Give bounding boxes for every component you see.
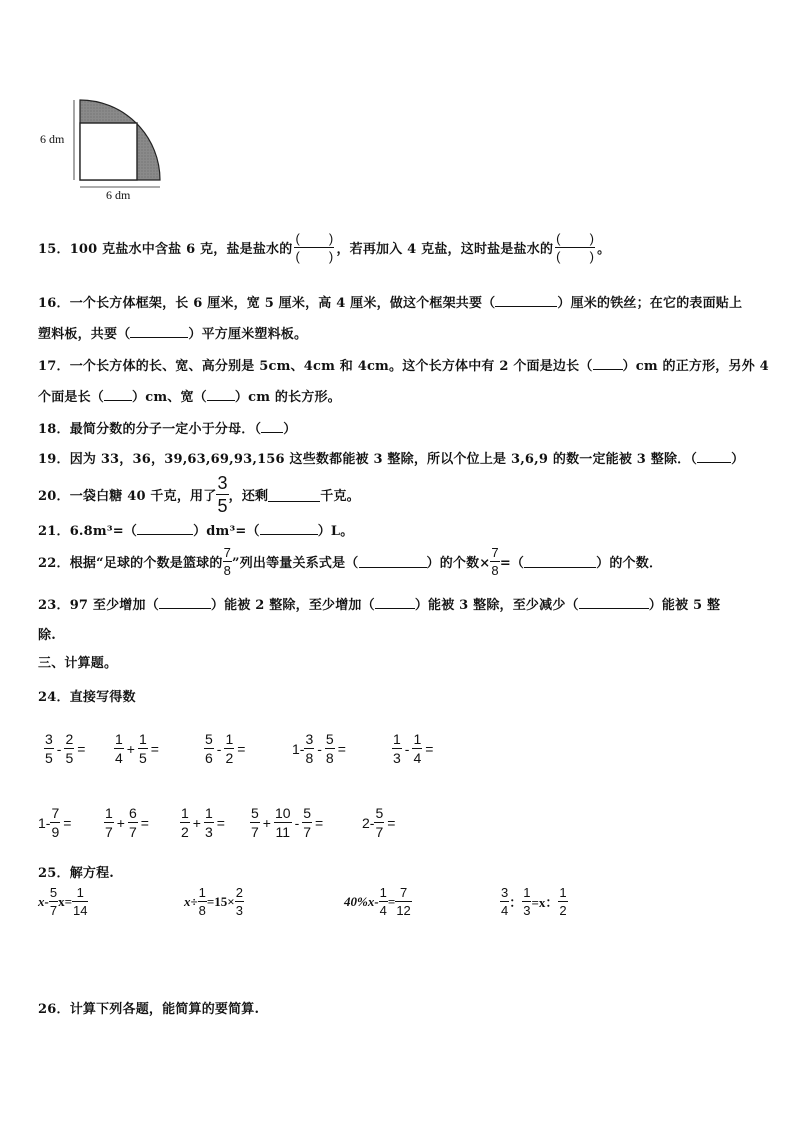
q24-r2-expr-3-frac-1-denominator: 2	[181, 824, 189, 840]
q24-r1-expr-3-frac-2-numerator: 1	[225, 731, 234, 747]
q24-r2-expr-4-frac-3-bar	[302, 822, 312, 823]
q25-equation-4-frac-2-denominator: 3	[523, 903, 531, 918]
q24-r1-expr-3-frac-2-denominator: 2	[225, 750, 234, 766]
q22-fraction-1: $\frac{7}{8}$	[223, 545, 232, 578]
q25-equation-4-frac-2-bar	[522, 901, 531, 902]
q24-r1-expr-2-frac-1-numerator: 1	[115, 731, 123, 747]
q24-r2-expr-5-frac-1	[374, 806, 384, 839]
section-heading-calculation: 三、计算题。	[38, 656, 118, 671]
q21-blank-2[interactable]	[260, 522, 318, 535]
question-19: 19．因为 33，36，39,63,69,93,156 这些数都能被 3 整除，所以个位上是 3,6,9 的数一定能被 3 整除．（ ）	[38, 452, 745, 467]
q24-r1-expr-3-frac-1-denominator: 6	[205, 750, 213, 766]
q24-r1-expr-1-frac-2-bar	[64, 748, 74, 749]
q24-r2-expr-2-frac-1-bar	[104, 822, 114, 823]
q24-r1-expr-4-frac-1	[304, 732, 314, 765]
q25-equation-4-frac-2-numerator: 1	[523, 885, 531, 900]
q24-r2-expr-4-frac-3-numerator: 5	[303, 805, 312, 821]
q24-r2-expr-4-frac-2-numerator: 10	[274, 805, 291, 821]
q24-r2-expr-5-prefix: 2-	[362, 814, 375, 831]
q24-r2-expr-5-equals: =	[387, 814, 396, 831]
q25-equation-3-frac-2-numerator: 7	[399, 885, 408, 900]
q24-r1-expr-1-frac-1-denominator: 5	[45, 750, 53, 766]
question-20: 20．一袋白糖 40 千克，用了 $\frac{3}{5}$ ，还剩 千克。	[38, 473, 360, 516]
q24-r1-expr-4-frac-2-numerator: 5	[325, 731, 334, 747]
q24-row-1	[44, 732, 764, 776]
q25-equation-1-frac-1-denominator: 7	[49, 903, 58, 918]
q23-blank-2[interactable]	[375, 596, 415, 609]
q24-r2-expr-3-frac-1-numerator: 1	[181, 805, 189, 821]
question-22: 22．根据“足球的个数是篮球的 $\frac{7}{8}$ ”列出等量关系式是（ ）的个数× $\frac{7}{8}$ =（ ）的个数．	[38, 545, 663, 578]
q24-r2-expr-5-frac-1-denominator: 7	[375, 824, 384, 840]
question-21: 21．6.8m³=（ ）dm³=（ ）L。	[38, 524, 354, 539]
question-23-line-2: 除.	[38, 628, 56, 643]
q25-equation-4	[500, 886, 568, 917]
q25-equation-2-frac-2-numerator: 2	[235, 885, 243, 900]
q24-r1-expr-2-frac-1	[114, 732, 124, 765]
q24-r2-expr-4-frac-3	[302, 806, 312, 839]
q24-r1-expr-5-frac-1-numerator: 1	[393, 731, 401, 747]
q24-r2-expr-2-frac-2	[128, 806, 138, 839]
q25-equation-3-frac-1-bar	[379, 901, 388, 902]
q24-r2-expr-3-frac-2-numerator: 1	[204, 805, 213, 821]
q24-r2-expr-4-frac-1	[250, 806, 260, 839]
q24-r1-expr-2-frac-1-denominator: 4	[115, 750, 123, 766]
q18-blank[interactable]	[261, 420, 283, 433]
q24-r2-expr-2-frac-2-denominator: 7	[128, 824, 137, 840]
question-23-line-1: 23．97 至少增加（ ）能被 2 整除，至少增加（ ）能被 3 整除，至少减少（ ）能被 5 整	[38, 598, 721, 613]
q17-blank-3[interactable]	[207, 388, 235, 401]
question-15	[38, 232, 610, 263]
q24-r1-expr-3-equals: =	[237, 740, 246, 757]
q24-r1-expr-4-operator: -	[317, 740, 322, 757]
q24-r2-expr-2-frac-2-bar	[128, 822, 138, 823]
q24-r1-expr-1-equals: =	[77, 740, 86, 757]
bottom-dimension-label: 6 dm	[106, 188, 131, 202]
q24-r1-expr-4-frac-1-denominator: 8	[305, 750, 314, 766]
q24-r2-expr-2-frac-2-numerator: 6	[128, 805, 137, 821]
q25-equation-4-frac-1-bar	[500, 901, 509, 902]
q25-equation-2-frac-2-bar	[235, 901, 244, 902]
left-dimension-label: 6 dm	[40, 132, 65, 146]
q25-equation-1-prefix: x-	[38, 893, 49, 909]
q24-r2-expr-4-frac-2-denominator: 11	[275, 824, 291, 840]
q24-r1-expr-2	[114, 732, 162, 765]
q24-r1-expr-5-frac-2-numerator: 1	[413, 731, 422, 747]
q24-r1-expr-3-frac-1	[204, 732, 214, 765]
q24-r1-expr-2-frac-2-bar	[138, 748, 148, 749]
q24-r2-expr-2	[104, 806, 152, 839]
q24-r2-expr-2-equals: =	[140, 814, 149, 831]
q24-r1-expr-5-frac-1-bar	[392, 748, 402, 749]
q25-equation-3-frac-2	[395, 886, 411, 917]
q24-r1-expr-1-frac-1	[44, 732, 54, 765]
q24-r2-expr-4-operator: +	[262, 814, 271, 831]
q24-r1-expr-4-equals: =	[337, 740, 346, 757]
q20-blank[interactable]	[268, 487, 320, 502]
question-18: 18．最简分数的分子一定小于分母．（ ）	[38, 422, 297, 437]
q25-equation-1-frac-2	[72, 886, 88, 917]
question-17-line-2: 个面是长（ ）cm、宽（ ）cm 的长方形。	[38, 390, 341, 405]
q25-equation-4-frac-1	[500, 886, 509, 917]
q24-r1-expr-1-frac-1-numerator: 3	[45, 731, 53, 747]
q20-fraction: $\frac{3}{5}$	[217, 473, 228, 516]
q25-equation-4-frac-3	[558, 886, 567, 917]
q25-equation-2-frac-1-numerator: 1	[198, 885, 206, 900]
q23-blank-1[interactable]	[159, 596, 211, 609]
q25-equation-3-middle: =	[387, 893, 396, 909]
q24-r2-expr-2-frac-1	[104, 806, 114, 839]
q25-equation-4-middle-2: =x：	[531, 895, 559, 910]
q25-equation-4-frac-2	[522, 886, 531, 917]
question-16-line-2: 塑料板，共要（ ）平方厘米塑料板。	[38, 327, 308, 342]
q24-r2-expr-3-frac-1	[180, 806, 190, 839]
q24-r2-expr-2-frac-1-denominator: 7	[105, 824, 113, 840]
q24-r1-expr-4-prefix: 1-	[292, 740, 305, 757]
q25-equation-3-prefix: 40%x-	[344, 893, 379, 909]
question-24-title: 24．直接写得数	[38, 690, 136, 705]
q24-r2-expr-2-operator: +	[116, 814, 125, 831]
q25-equation-3-frac-1-numerator: 1	[379, 885, 387, 900]
q24-r1-expr-3-operator: -	[216, 740, 222, 757]
q25-equation-3	[344, 886, 412, 917]
q24-r2-expr-3-frac-2-bar	[204, 822, 214, 823]
q24-r1-expr-3	[204, 732, 248, 765]
q24-r1-expr-1-frac-2-denominator: 5	[65, 750, 74, 766]
q24-r1-expr-1-operator: -	[56, 740, 62, 757]
q25-equation-2-prefix: x÷	[184, 893, 198, 909]
q21-blank-1[interactable]	[137, 522, 193, 535]
q19-blank[interactable]	[697, 450, 731, 463]
geometry-figure	[36, 92, 166, 204]
q25-equation-4-middle: ：	[509, 895, 523, 910]
q24-r2-expr-3-frac-1-bar	[180, 822, 190, 823]
q24-r2-expr-1-frac-1-denominator: 9	[51, 824, 60, 840]
q24-r2-expr-4-frac-2-bar	[274, 822, 292, 823]
q24-r2-expr-4-frac-1-denominator: 7	[251, 824, 259, 840]
q24-r1-expr-4-frac-2-denominator: 8	[325, 750, 334, 766]
quarter-circle-diagram	[36, 92, 166, 204]
q24-r1-expr-2-frac-2	[138, 732, 148, 765]
q24-r2-expr-3-equals: =	[216, 814, 225, 831]
q15-text-b: ，若再加入 4 克盐，这时盐是盐水的	[336, 242, 554, 257]
q25-equation-1-frac-1-bar	[49, 901, 58, 902]
q25-equation-1-frac-2-numerator: 1	[76, 885, 84, 900]
q16-blank-2[interactable]	[130, 325, 188, 338]
q24-r2-expr-1-frac-1-bar	[50, 822, 60, 823]
q24-r1-expr-5-frac-2-bar	[412, 748, 422, 749]
q24-r1-expr-2-equals: =	[150, 740, 159, 757]
q24-r2-expr-4-frac-2	[274, 806, 292, 839]
q24-r1-expr-4-frac-1-bar	[304, 748, 314, 749]
q24-r1-expr-2-operator: +	[126, 740, 135, 757]
q24-r1-expr-5	[392, 732, 436, 765]
q24-r2-expr-1-frac-1	[50, 806, 60, 839]
q24-r2-expr-1-equals: =	[63, 814, 72, 831]
q25-equation-4-frac-3-denominator: 2	[559, 903, 567, 918]
q24-r1-expr-5-equals: =	[425, 740, 434, 757]
q25-equation-4-frac-3-bar	[558, 901, 567, 902]
q15-text-c: 。	[597, 242, 611, 257]
q25-equations	[38, 886, 758, 930]
q25-equation-2-frac-2	[235, 886, 244, 917]
q24-r1-expr-2-frac-2-numerator: 1	[138, 731, 147, 747]
question-16-line-1: 16．一个长方体框架，长 6 厘米，宽 5 厘米，高 4 厘米，做这个框架共要（ ）厘米的铁丝；在它的表面贴上	[38, 296, 743, 311]
q22-fraction-2: $\frac{7}{8}$	[491, 545, 499, 578]
q24-row-2	[38, 806, 758, 850]
q24-r2-expr-5-frac-1-numerator: 5	[375, 805, 384, 821]
q25-equation-3-frac-1	[379, 886, 388, 917]
q25-equation-1-frac-1	[49, 886, 58, 917]
q24-r1-expr-5-operator: -	[404, 740, 410, 757]
q22-blank-1[interactable]	[359, 555, 427, 568]
q25-equation-4-frac-1-denominator: 4	[501, 903, 509, 918]
q17-blank-1[interactable]	[593, 357, 623, 370]
q25-equation-2-middle: =15×	[206, 893, 235, 909]
q24-r2-expr-2-frac-1-numerator: 1	[105, 805, 113, 821]
q24-r2-expr-1-frac-1-numerator: 7	[51, 805, 60, 821]
q24-r1-expr-3-frac-2	[224, 732, 234, 765]
q24-r1-expr-2-frac-2-denominator: 5	[138, 750, 147, 766]
q25-equation-1	[38, 886, 88, 917]
q24-r2-expr-3-operator: +	[192, 814, 201, 831]
q15-blank-fraction-1[interactable]: ( ) ( )	[295, 231, 334, 264]
q25-equation-1-frac-2-bar	[72, 901, 88, 902]
q24-r1-expr-4-frac-1-numerator: 3	[305, 731, 314, 747]
q24-r1-expr-3-frac-1-bar	[204, 748, 214, 749]
q24-r2-expr-4-equals: =	[315, 814, 324, 831]
q25-equation-3-frac-2-bar	[395, 901, 411, 902]
q25-equation-2	[184, 886, 244, 917]
q25-equation-1-frac-1-numerator: 5	[49, 885, 58, 900]
question-25-title: 25．解方程.	[38, 866, 115, 881]
q24-r2-expr-5	[362, 806, 398, 839]
q24-r1-expr-1	[44, 732, 88, 765]
q24-r1-expr-1-frac-1-bar	[44, 748, 54, 749]
q22-blank-2[interactable]	[524, 555, 596, 568]
q24-r1-expr-2-frac-1-bar	[114, 748, 124, 749]
q15-blank-fraction-2[interactable]: ( ) ( )	[556, 231, 595, 264]
q25-equation-4-frac-1-numerator: 3	[501, 885, 509, 900]
q25-equation-3-frac-1-denominator: 4	[379, 903, 387, 918]
q23-blank-3[interactable]	[579, 596, 649, 609]
q24-r2-expr-3-frac-2-denominator: 3	[204, 824, 213, 840]
q24-r2-expr-4-operator-2: -	[294, 814, 300, 831]
q24-r1-expr-5-frac-1-denominator: 3	[393, 750, 401, 766]
q25-equation-2-frac-1-bar	[198, 901, 207, 902]
q24-r2-expr-1	[38, 806, 74, 839]
question-17-line-1: 17．一个长方体的长、宽、高分别是 5cm、4cm 和 4cm。这个长方体中有 2 个面是边长（ ）cm 的正方形，另外 4	[38, 359, 769, 374]
q24-r2-expr-3-frac-2	[204, 806, 214, 839]
q24-r2-expr-4-frac-1-numerator: 5	[251, 805, 259, 821]
q24-r1-expr-3-frac-1-numerator: 5	[205, 731, 213, 747]
q24-r2-expr-5-frac-1-bar	[374, 822, 384, 823]
question-26: 26．计算下列各题，能简算的要简算.	[38, 1002, 260, 1017]
q24-r1-expr-4	[292, 732, 349, 765]
q24-r1-expr-4-frac-2	[325, 732, 335, 765]
q24-r1-expr-5-frac-2	[412, 732, 422, 765]
q16-blank-1[interactable]	[495, 294, 557, 307]
q25-equation-2-frac-1-denominator: 8	[198, 903, 206, 918]
q25-equation-2-frac-1	[198, 886, 207, 917]
q25-equation-4-frac-3-numerator: 1	[559, 885, 567, 900]
q24-r1-expr-5-frac-1	[392, 732, 402, 765]
q17-blank-2[interactable]	[104, 388, 132, 401]
q24-r1-expr-1-frac-2-numerator: 2	[65, 731, 74, 747]
q24-r2-expr-1-prefix: 1-	[38, 814, 51, 831]
q24-r1-expr-1-frac-2	[64, 732, 74, 765]
q24-r1-expr-5-frac-2-denominator: 4	[413, 750, 422, 766]
q25-equation-2-frac-2-denominator: 3	[235, 903, 243, 918]
q25-equation-1-middle: x=	[58, 893, 72, 909]
q25-equation-3-frac-2-denominator: 12	[396, 903, 411, 918]
q24-r1-expr-3-frac-2-bar	[224, 748, 234, 749]
q25-equation-1-frac-2-denominator: 14	[73, 903, 88, 918]
q24-r2-expr-4-frac-3-denominator: 7	[303, 824, 312, 840]
q24-r1-expr-4-frac-2-bar	[325, 748, 335, 749]
q24-r2-expr-4	[250, 806, 326, 839]
q24-r2-expr-3	[180, 806, 228, 839]
q15-text-a: 15．100 克盐水中含盐 6 克，盐是盐水的	[38, 242, 293, 257]
q24-r2-expr-4-frac-1-bar	[250, 822, 260, 823]
